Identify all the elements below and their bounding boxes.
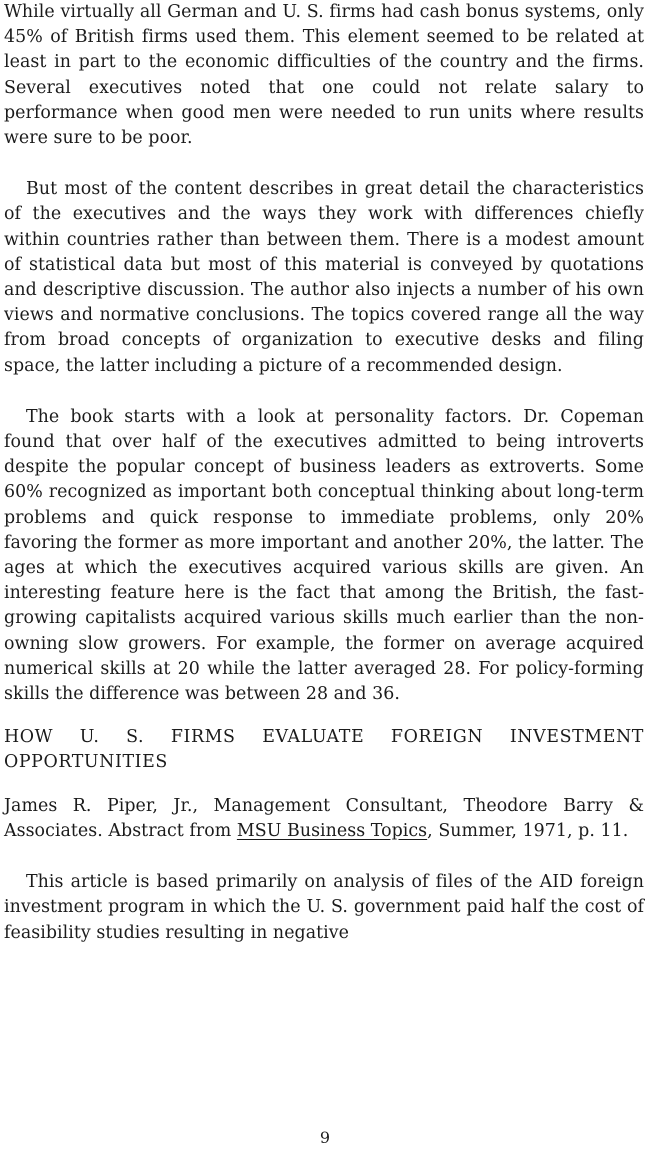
paragraph-content-description: But most of the content describes in great detail the characteristics of the executives and the ways they work with differences chiefly within countries rather than between them. There is a modest amount of statistical data but most of this material is conveyed by quotations and descriptive discussion. The author also injects a number of his own views and normative conclusions. The topics covered range all the way from broad concepts of organization to executive desks and filing space, the latter including a picture of a recommended design. <box>4 179 644 376</box>
citation-author: James R. Piper, Jr., Management Consultant, Theodore Barry & Associates. Abstract from <box>4 795 644 841</box>
paragraph-cash-bonus: While virtually all German and U. S. firms had cash bonus systems, only 45% of British firms used them. This element seemed to be related at least in part to the economic difficulties of the country and the firms. Several executives noted that one could not relate salary to performance when good men were needed to run units where results were sure to be poor. <box>4 2 644 149</box>
citation-source: MSU Business Topics <box>236 820 428 841</box>
article-citation <box>4 794 644 844</box>
paragraph-personality-factors: The book starts with a look at personality factors. Dr. Copeman found that over half of the executives admitted to being introverts despite the popular concept of business leaders as extroverts. Some 60% recognized as important both conceptual thinking about long-term problems and quick response to immediate problems, only 20% favoring the former as more important and another 20%, the latter. The ages at which the executives acquired various skills are given. An interesting feature here is the fact that among the British, the fast-growing capitalists acquired various skills much earlier than the non-owning slow growers. For example, the former on average acquired numerical skills at 20 while the latter averaged 28. For policy-forming skills the difference was between 28 and 36. <box>4 406 644 705</box>
page-number: 9 <box>319 1128 331 1147</box>
article-heading: HOW U. S. FIRMS EVALUATE FOREIGN INVESTMENT OPPORTUNITIES <box>4 727 644 773</box>
paragraph-article-body: This article is based primarily on analysis of files of the AID foreign investment program in which the U. S. government paid half the cost of feasibility studies resulting in negative <box>4 872 644 943</box>
document-page <box>4 0 644 946</box>
citation-details: , Summer, 1971, p. 11. <box>427 820 629 841</box>
